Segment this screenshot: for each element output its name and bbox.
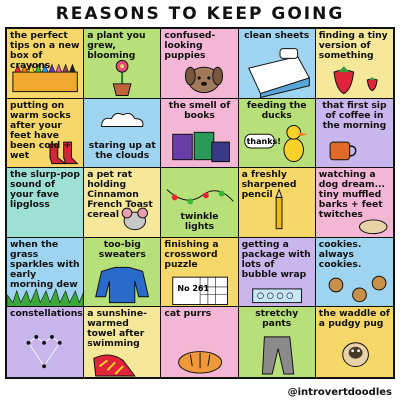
caption: putting on warm socks after your feet have been cold + wet	[10, 99, 72, 161]
caption: when the grass sparkles with early morning dew	[10, 238, 80, 290]
caption: cookies. always cookies.	[318, 238, 362, 270]
cell-socks	[7, 99, 84, 169]
cell-package	[239, 238, 316, 308]
cell-pug	[316, 307, 393, 377]
cell-twinkle	[161, 168, 238, 238]
cell-tiny-version	[316, 29, 393, 99]
cell-sheets	[239, 29, 316, 99]
caption: getting a package with lots of bubble wrap	[241, 238, 311, 280]
caption: staring up at the clouds	[88, 139, 156, 161]
cell-pet-rat	[84, 168, 161, 238]
cell-towel	[84, 307, 161, 377]
caption: that first sip of coffee in the morning	[322, 99, 387, 131]
caption: confused-looking puppies	[164, 30, 216, 61]
caption: finishing a crossword puzzle	[164, 238, 219, 270]
cell-puppies	[161, 29, 238, 99]
cell-grass	[7, 238, 84, 308]
cell-sweaters	[84, 238, 161, 308]
caption: a freshly sharpened pencil	[241, 169, 297, 201]
cell-books	[161, 99, 238, 169]
caption: finding a tiny version of something	[318, 30, 388, 61]
caption: a plant you grew, blooming	[87, 30, 146, 61]
reasons-grid	[5, 27, 395, 379]
cell-stretchy-pants	[239, 307, 316, 377]
caption: the waddle of a pudgy pug	[318, 308, 390, 330]
credit-handle: @introvertdoodles	[287, 387, 392, 398]
caption: cat purrs	[164, 308, 212, 320]
cell-lipgloss	[7, 168, 84, 238]
cell-crayons	[7, 29, 84, 99]
cell-constellations	[7, 307, 84, 377]
caption: the perfect tips on a new box of crayons	[10, 30, 80, 71]
cell-cat-purrs	[161, 307, 238, 377]
caption: a sunshine-warmed towel after swimming	[87, 308, 147, 350]
cell-cookies	[316, 238, 393, 308]
cell-crossword	[161, 238, 238, 308]
caption: too-big sweaters	[98, 238, 146, 260]
caption: the smell of books	[168, 99, 231, 121]
cell-pencil	[239, 168, 316, 238]
caption: twinkle lights	[180, 211, 219, 233]
cell-dog-dream	[316, 168, 393, 238]
caption: watching a dog dream... tiny muffled barks + feet twitches	[318, 169, 386, 221]
cell-coffee	[316, 99, 393, 169]
puzzle-number: No 261	[177, 283, 210, 293]
caption: clean sheets	[244, 30, 310, 41]
caption: constellations	[10, 308, 83, 320]
caption: the slurp-pop sound of your fave lipgloss	[10, 169, 80, 211]
caption: a pet rat holding Cinnamon French Toast cereal	[87, 169, 153, 221]
cell-clouds	[84, 99, 161, 169]
caption: stretchy pants	[255, 308, 299, 330]
cell-ducks	[239, 99, 316, 169]
speech-bubble: thanks!	[246, 136, 281, 146]
cell-plant	[84, 29, 161, 99]
caption: feeding the ducks	[246, 99, 307, 121]
poster-title: REASONS TO KEEP GOING	[55, 4, 345, 24]
